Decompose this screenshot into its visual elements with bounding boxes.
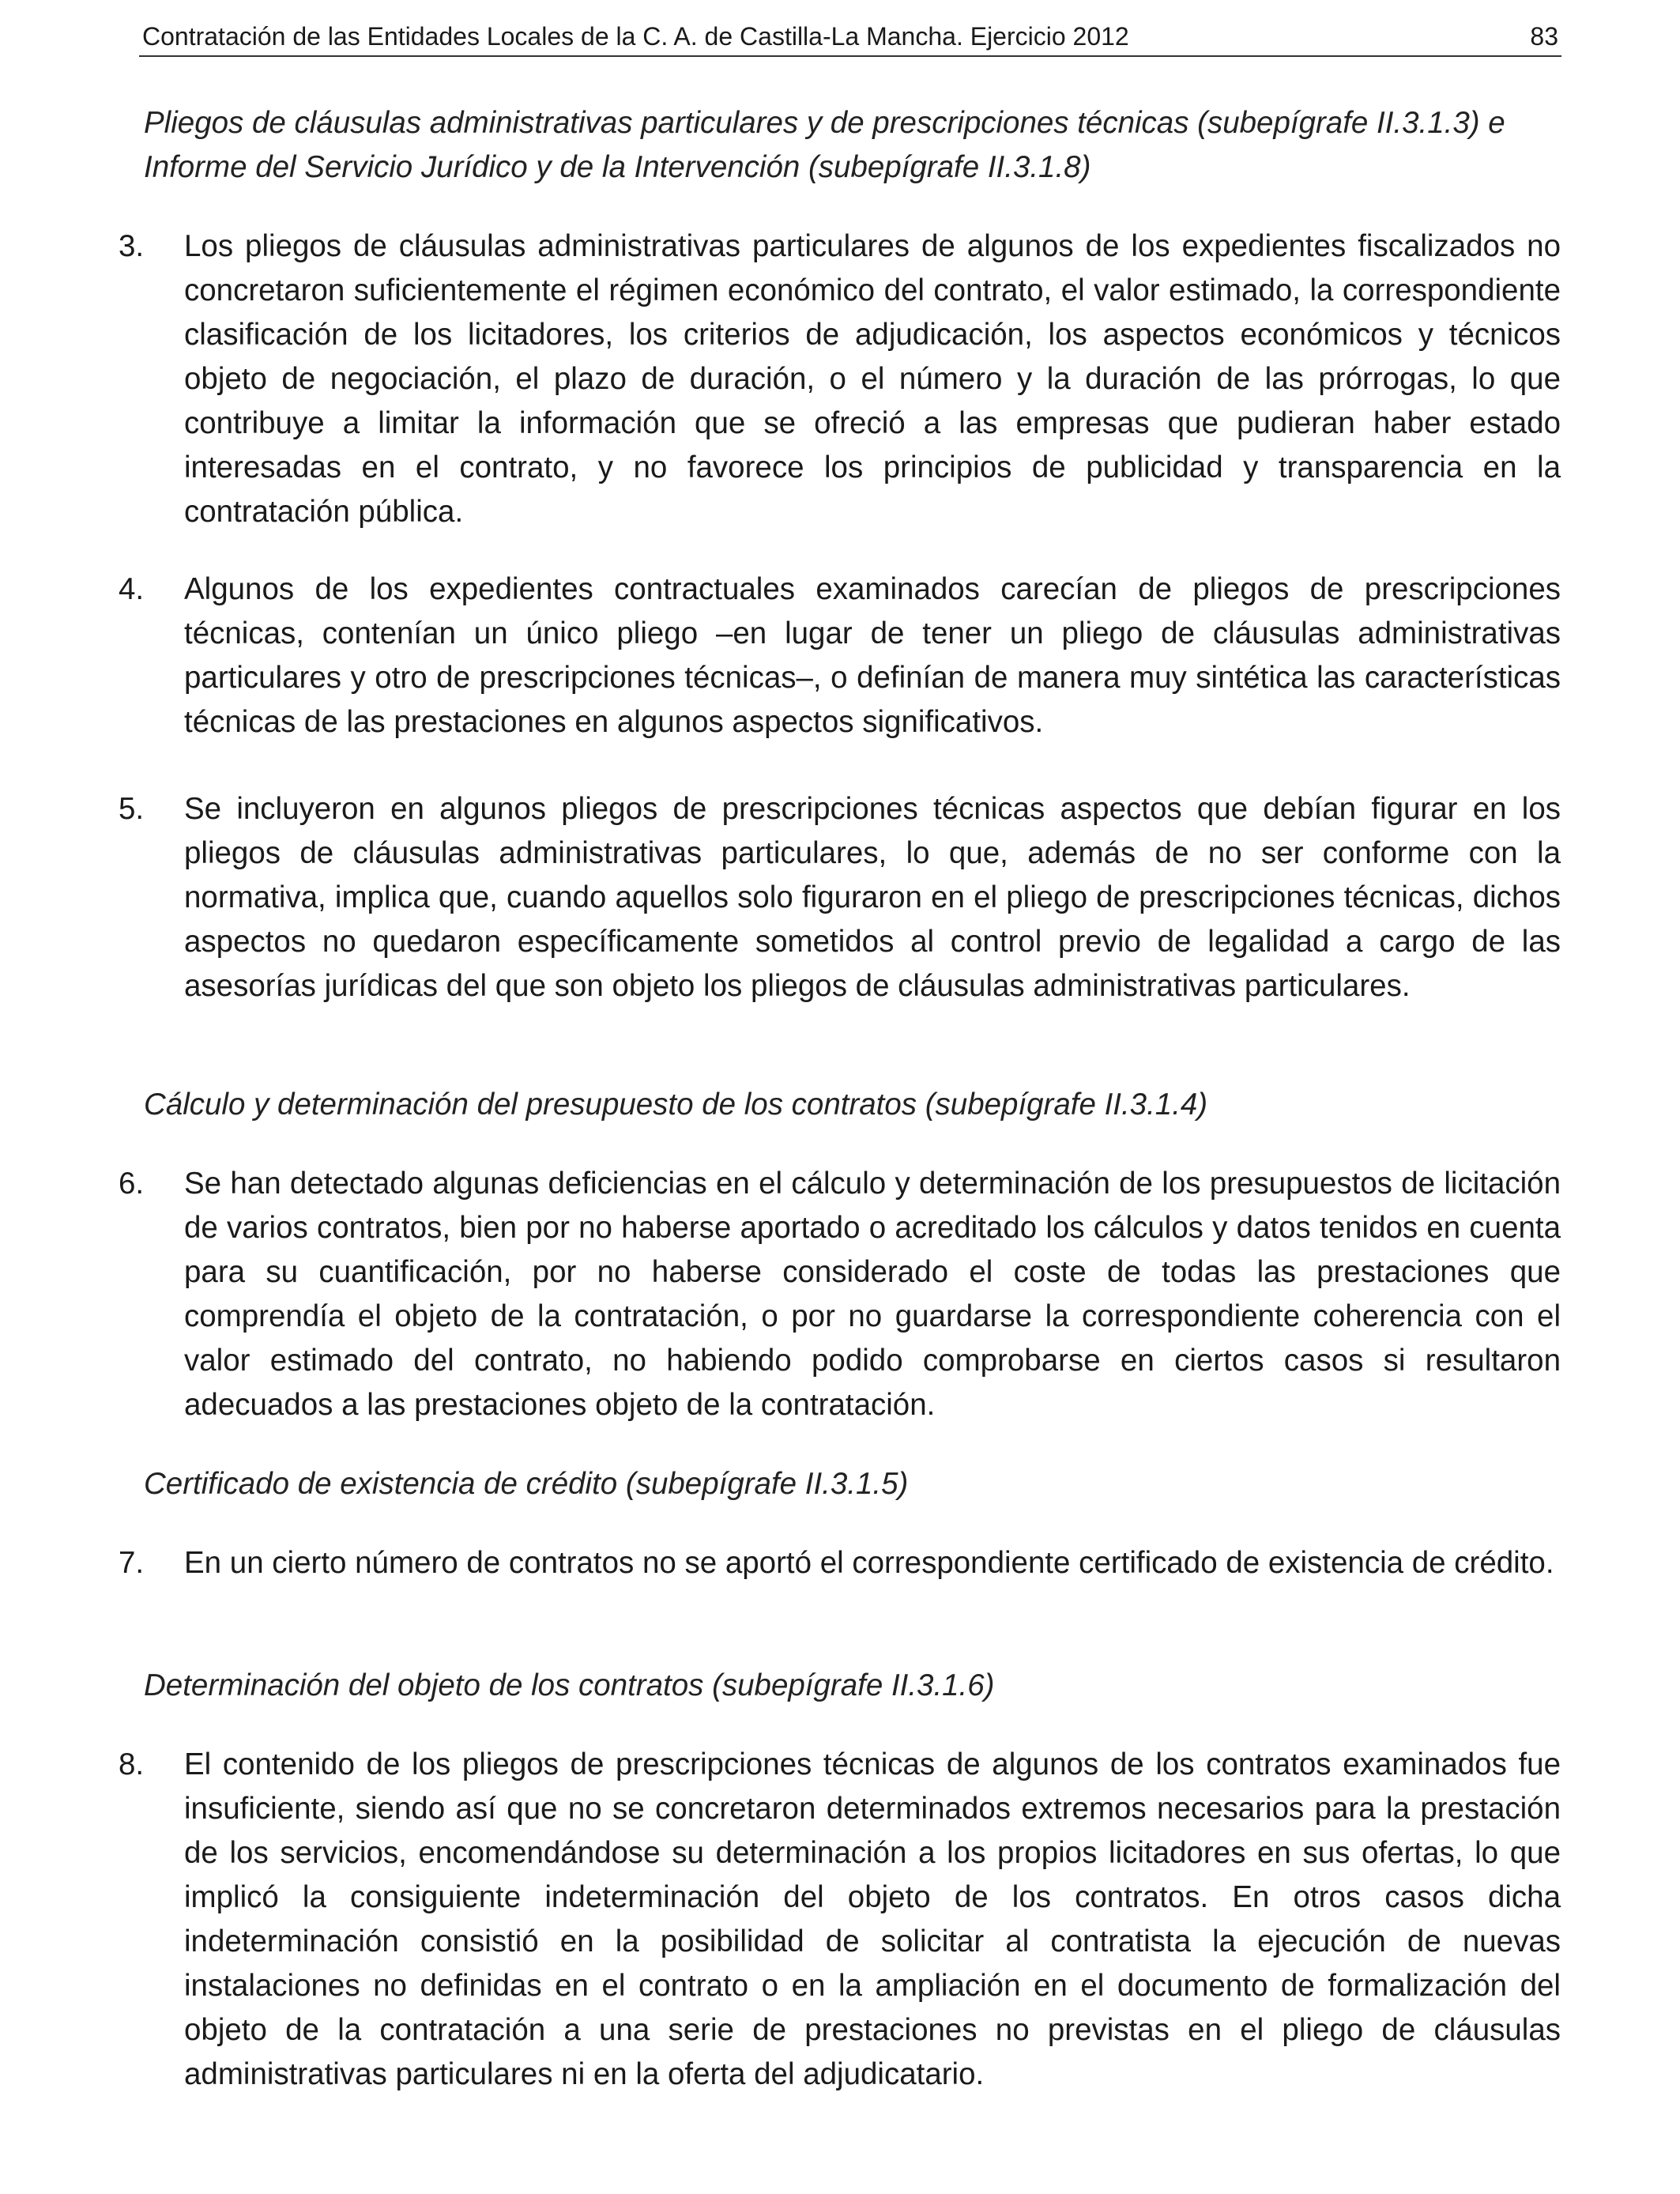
subheading-pliegos: Pliegos de cláusulas administrativas particulares y de prescripciones técnicas (subepígrafe II.3.1.3) e Informe del Servicio Jurídico y de la Intervención (subepígrafe II.3.1.8) [144,106,1505,184]
list-item-3 [119,224,1561,534]
item-text: Se han detectado algunas deficiencias en el cálculo y determinación de los presupuestos de licitación de varios contratos, bien por no haberse aportado o acreditado los cálculos y datos tenidos en cuenta para su cuantificación, por no haberse considerado el coste de todas las prestaciones que comprendía el objeto de la contratación, o por no guardarse la correspondiente coherencia con el valor estimado del contrato, no habiendo podido comprobarse en ciertos casos si resultaron adecuados a las prestaciones objeto de la contratación. [184,1167,1561,1422]
running-header [139,21,1561,57]
list-item-7 [119,1541,1561,1585]
item-text: Los pliegos de cláusulas administrativas particulares de algunos de los expedientes fiscalizados no concretaron suficientemente el régimen económico del contrato, el valor estimado, la correspondiente clasificación de los licitadores, los criterios de adjudicación, los aspectos económicos y técnicos objeto de negociación, el plazo de duración, o el número y la duración de las prórrogas, lo que contribuye a limitar la información que se ofreció a las empresas que pudieran haber estado interesadas en el contrato, y no favorece los principios de publicidad y transparencia en la contratación pública. [184,229,1561,529]
item-text: Algunos de los expedientes contractuales examinados carecían de pliegos de prescripciones técnicas, contenían un único pliego –en lugar de tener un pliego de cláusulas administrativas particulares y otro de prescripciones técnicas–, o definían de manera muy sintética las características técnicas de las prestaciones en algunos aspectos significativos. [184,572,1561,739]
item-number: 8. [119,1747,145,1781]
subheading-objeto: Determinación del objeto de los contratos (subepígrafe II.3.1.6) [144,1668,995,1702]
subheading-presupuesto: Cálculo y determinación del presupuesto de los contratos (subepígrafe II.3.1.4) [144,1088,1208,1122]
item-text: Se incluyeron en algunos pliegos de prescripciones técnicas aspectos que debían figurar en los pliegos de cláusulas administrativas particulares, lo que, además de no ser conforme con la normativa, implica que, cuando aquellos solo figuraron en el pliego de prescripciones técnicas, dichos aspectos no quedaron específicamente sometidos al control previo de legalidad a cargo de las asesorías jurídicas del que son objeto los pliegos de cláusulas administrativas particulares. [184,792,1561,1003]
item-number: 5. [119,792,145,826]
list-item-5 [119,787,1561,1008]
subheading-credito: Certificado de existencia de crédito (subepígrafe II.3.1.5) [144,1467,909,1501]
header-title: Contratación de las Entidades Locales de la C. A. de Castilla-La Mancha. Ejercicio 2012 [142,22,1129,51]
list-item-4 [119,567,1561,745]
item-number: 7. [119,1546,145,1580]
list-item-8 [119,1743,1561,2097]
item-number: 6. [119,1167,145,1201]
item-text: En un cierto número de contratos no se aportó el correspondiente certificado de existencia de crédito. [184,1546,1554,1580]
item-text: El contenido de los pliegos de prescripciones técnicas de algunos de los contratos examinados fue insuficiente, siendo así que no se concretaron determinados extremos necesarios para la prestación de los servicios, encomendándose su determinación a los propios licitadores en sus ofertas, lo que implicó la consiguiente indeterminación del objeto de los contratos. En otros casos dicha indeterminación consistió en la posibilidad de solicitar al contratista la ejecución de nuevas instalaciones no definidas en el contrato o en la ampliación en el documento de formalización del objeto de la contratación a una serie de prestaciones no previstas en el pliego de cláusulas administrativas particulares ni en la oferta del adjudicatario. [184,1747,1561,2091]
list-item-6 [119,1162,1561,1427]
item-number: 4. [119,572,145,606]
item-number: 3. [119,229,145,263]
page-number: 83 [1530,22,1558,51]
